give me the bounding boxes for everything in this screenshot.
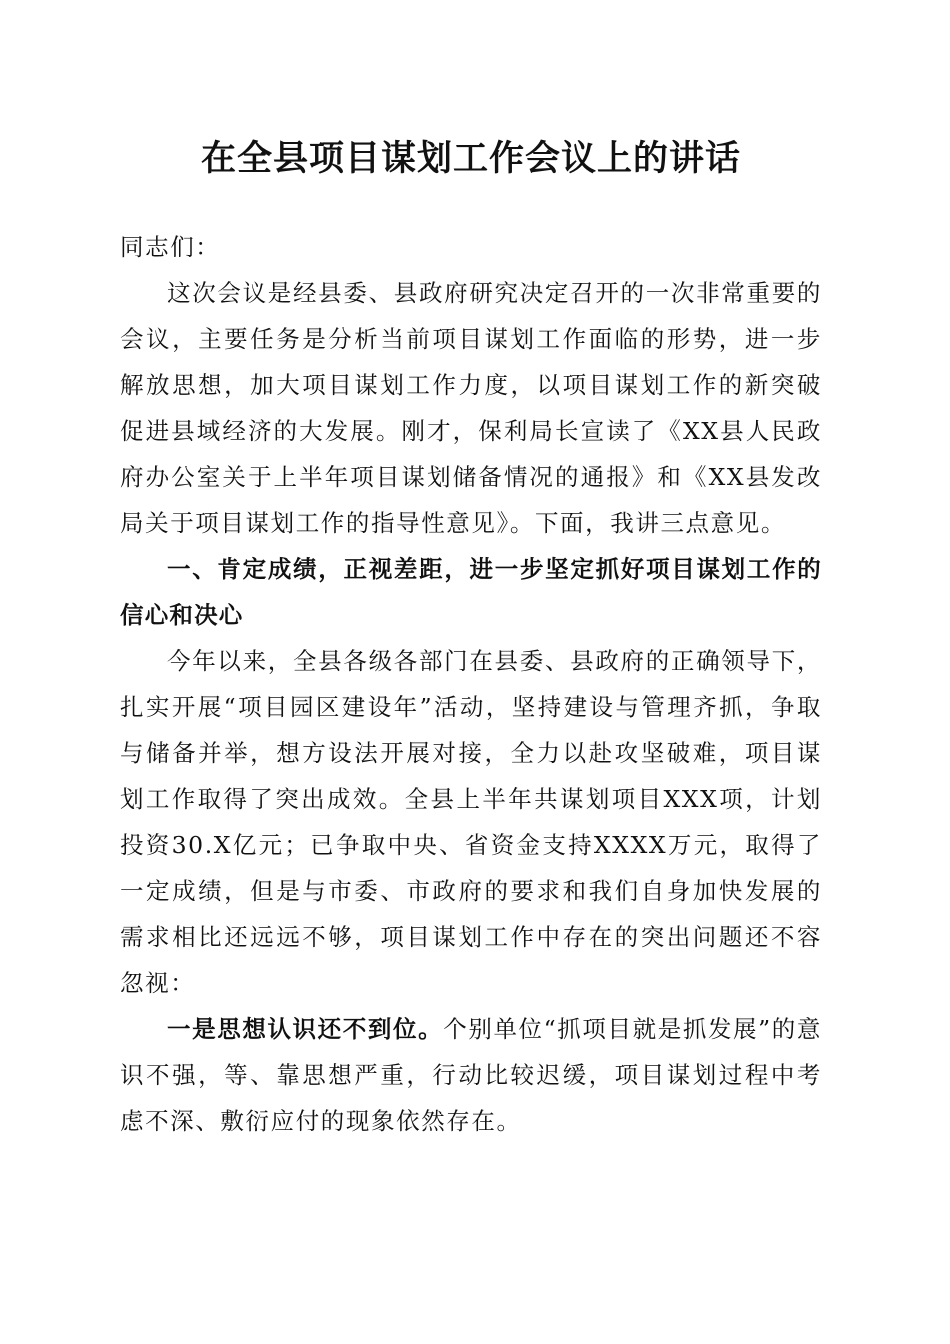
problem-1-lead: 一是思想认识还不到位。	[167, 1015, 444, 1043]
problem-1-text: 个别单位“抓项目就是抓发展”的意识不强，等、靠思想严重，行动比较迟缓，项目谋划过程中考虑不深、敷衍应付的现象依然存在。	[120, 1015, 822, 1135]
paragraph-achievements: 今年以来，全县各级各部门在县委、县政府的正确领导下，扎实开展“项目园区建设年”活动，坚持建设与管理齐抓，争取与储备并举，想方设法开展对接，全力以赴攻坚破难，项目谋划工作取得了突出成效。全县上半年共谋划项目XXX项，计划投资30.X亿元；已争取中央、省资金支持XXXX万元，取得了一定成绩，但是与市委、市政府的要求和我们自身加快发展的需求相比还远远不够，项目谋划工作中存在的突出问题还不容忽视：	[120, 647, 822, 997]
section-heading-1: 一、肯定成绩，正视差距，进一步坚定抓好项目谋划工作的信心和决心	[120, 555, 822, 629]
document-body	[120, 224, 822, 1144]
paragraph-intro: 这次会议是经县委、县政府研究决定召开的一次非常重要的会议，主要任务是分析当前项目谋划工作面临的形势，进一步解放思想，加大项目谋划工作力度，以项目谋划工作的新突破促进县域经济的大发展。刚才，保利局长宣读了《XX县人民政府办公室关于上半年项目谋划储备情况的通报》和《XX县发改局关于项目谋划工作的指导性意见》。下面，我讲三点意见。	[120, 279, 822, 537]
salutation: 同志们：	[120, 233, 221, 261]
paragraph-problem-1	[120, 1006, 822, 1144]
document-title: 在全县项目谋划工作会议上的讲话	[200, 138, 741, 179]
